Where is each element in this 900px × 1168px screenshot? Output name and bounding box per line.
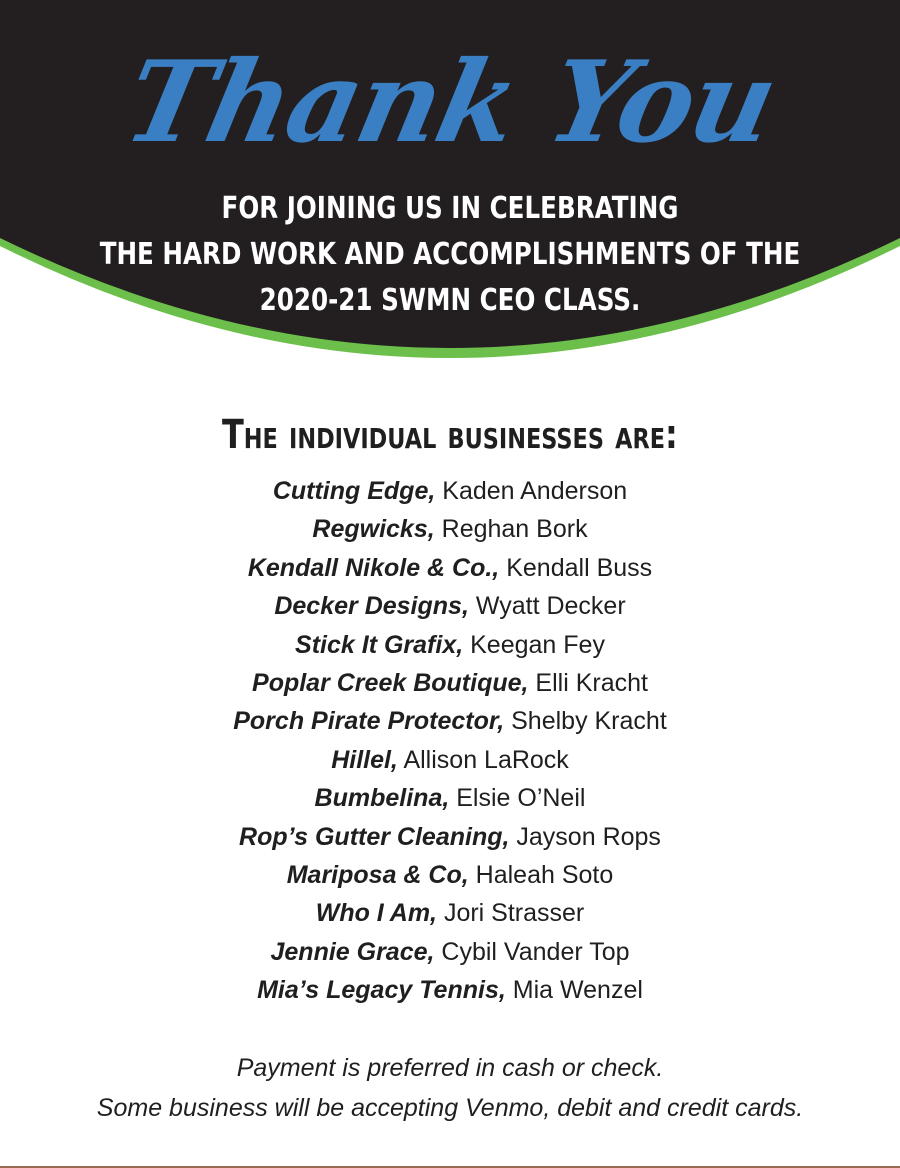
business-name: Bumbelina,: [314, 784, 450, 813]
header-line-2: THE HARD WORK AND ACCOMPLISHMENTS OF THE: [99, 237, 801, 272]
list-item: [0, 856, 900, 894]
owner-name: Haleah Soto: [475, 861, 614, 890]
owner-name: Kaden Anderson: [442, 477, 628, 505]
list-item: [0, 549, 900, 587]
business-name: Kendall Nikole & Co.,: [247, 553, 500, 582]
payment-note: [0, 1048, 900, 1128]
list-item: [0, 626, 900, 664]
list-item: [0, 971, 900, 1009]
owner-name: Cybil Vander Top: [441, 937, 630, 966]
list-item: [0, 510, 900, 548]
list-item: [0, 472, 900, 510]
thank-you-title: Thank You: [114, 37, 786, 168]
owner-name: Reghan Bork: [441, 515, 588, 544]
business-name: Stick It Grafix,: [295, 630, 464, 659]
owner-name: Shelby Kracht: [511, 707, 667, 736]
owner-name: Elsie O’Neil: [456, 784, 586, 813]
header-message: [0, 186, 900, 324]
list-item: [0, 664, 900, 702]
business-name: Cutting Edge,: [272, 477, 436, 505]
business-name: Poplar Creek Boutique,: [252, 669, 529, 698]
list-item: [0, 702, 900, 740]
owner-name: Allison LaRock: [403, 745, 569, 774]
payment-note-line-1: Payment is preferred in cash or check.: [236, 1054, 664, 1082]
header-line-1: FOR JOINING US IN CELEBRATING: [221, 191, 679, 226]
owner-name: Jori Strasser: [443, 899, 585, 928]
business-name: Mia’s Legacy Tennis,: [257, 976, 506, 1005]
list-item: [0, 779, 900, 817]
business-name: Hillel,: [331, 745, 398, 774]
business-name: Who I Am,: [315, 899, 437, 928]
section-heading: [0, 405, 900, 465]
list-item: [0, 894, 900, 932]
business-name: Jennie Grace,: [270, 937, 435, 966]
owner-name: Keegan Fey: [470, 630, 605, 659]
payment-note-line-2: Some business will be accepting Venmo, debit and credit cards.: [96, 1094, 804, 1122]
business-name: Porch Pirate Protector,: [233, 707, 505, 736]
owner-name: Jayson Rops: [516, 822, 661, 851]
business-name: Mariposa & Co,: [286, 861, 469, 890]
business-name: Regwicks,: [312, 515, 435, 544]
list-item: [0, 587, 900, 625]
owner-name: Wyatt Decker: [475, 592, 626, 621]
list-item: [0, 741, 900, 779]
business-name: Decker Designs,: [274, 592, 469, 621]
list-item: [0, 933, 900, 971]
section-heading-text: The individual businesses are:: [222, 412, 678, 458]
owner-name: Elli Kracht: [535, 669, 648, 698]
header-line-3: 2020-21 SWMN CEO CLASS.: [259, 283, 641, 318]
list-item: [0, 818, 900, 856]
owner-name: Kendall Buss: [506, 553, 653, 582]
business-name: Rop’s Gutter Cleaning,: [239, 822, 510, 851]
business-list: [0, 472, 900, 1010]
owner-name: Mia Wenzel: [512, 976, 643, 1005]
